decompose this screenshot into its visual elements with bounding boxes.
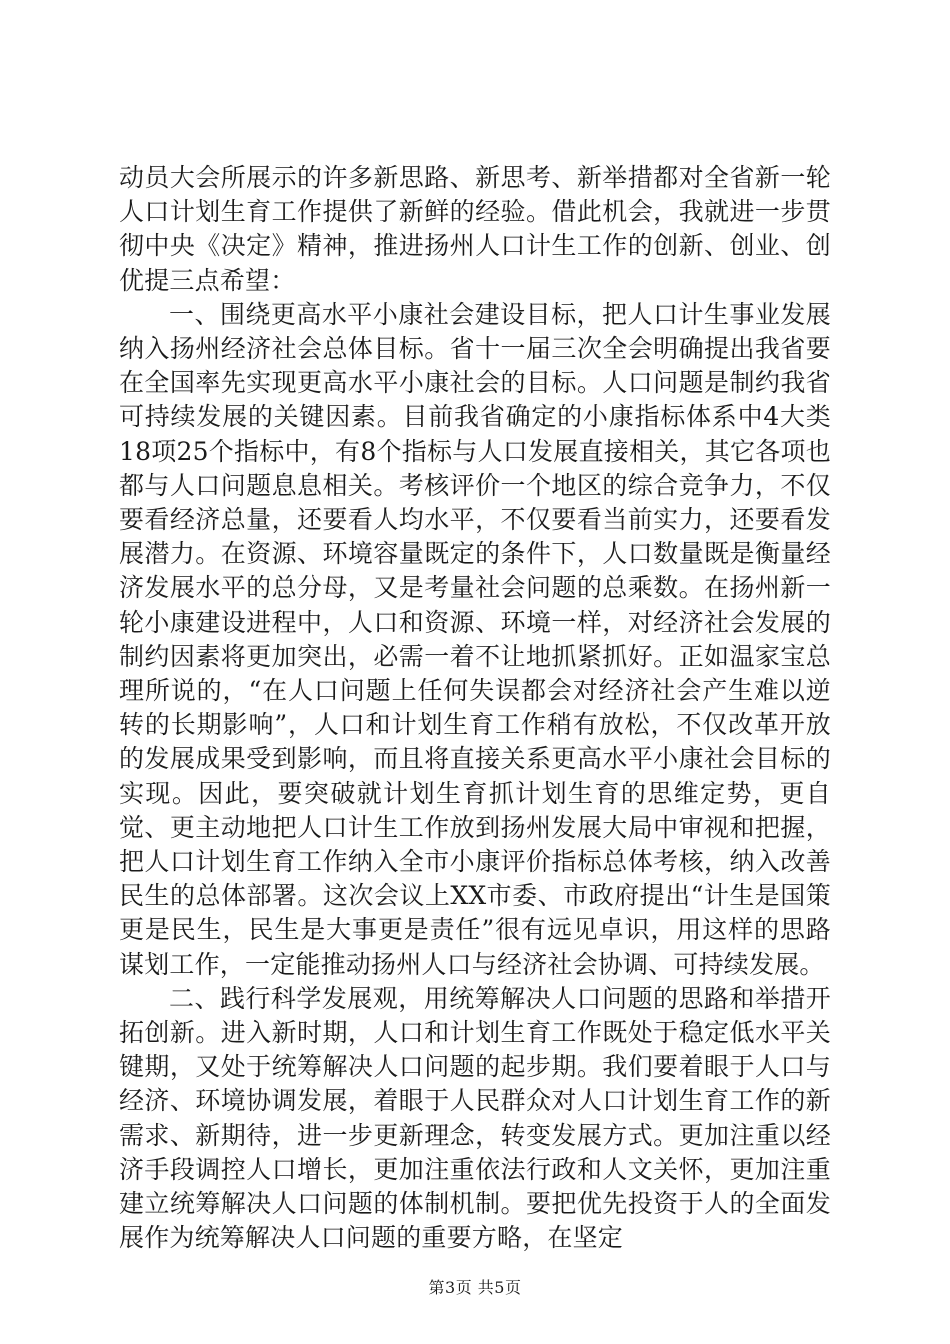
paragraph-point-two: 二、践行科学发展观，用统筹解决人口问题的思路和举措开拓创新。进入新时期，人口和计划生育工作既处于稳定低水平关键期，又处于统筹解决人口问题的起步期。我们要着眼于人口与经济、环境协调发展，着眼于人民群众对人口计划生育工作的新需求、新期待，进一步更新理念，转变发展方式。更加注重以经济手段调控人口增长，更加注重依法行政和人文关怀，更加注重建立统筹解决人口问题的体制机制。要把优先投资于人的全面发展作为统筹解决人口问题的重要方略，在坚定 [119,983,831,1253]
document-body [119,161,831,1256]
paragraph-intro: 动员大会所展示的许多新思路、新思考、新举措都对全省新一轮人口计划生育工作提供了新鲜的经验。借此机会，我就进一步贯彻中央《决定》精神，推进扬州人口计生工作的创新、创业、创优提三点希望： [119,163,831,295]
page-number-footer: 第3页 共5页 [428,1278,522,1297]
paragraph-point-one: 一、围绕更高水平小康社会建设目标，把人口计生事业发展纳入扬州经济社会总体目标。省十一届三次全会明确提出我省要在全国率先实现更高水平小康社会的目标。人口问题是制约我省可持续发展的关键因素。目前我省确定的小康指标体系中4大类18项25个指标中，有8个指标与人口发展直接相关，其它各项也都与人口问题息息相关。考核评价一个地区的综合竞争力，不仅要看经济总量，还要看人均水平，不仅要看当前实力，还要看发展潜力。在资源、环境容量既定的条件下，人口数量既是衡量经济发展水平的总分母，又是考量社会问题的总乘数。在扬州新一轮小康建设进程中，人口和资源、环境一样，对经济社会发展的制约因素将更加突出，必需一着不让地抓紧抓好。正如温家宝总理所说的，“在人口问题上任何失误都会对经济社会产生难以逆转的长期影响”，人口和计划生育工作稍有放松，不仅改革开放的发展成果受到影响，而且将直接关系更高水平小康社会目标的实现。因此，要突破就计划生育抓计划生育的思维定势，更自觉、更主动地把人口计生工作放到扬州发展大局中审视和把握，把人口计划生育工作纳入全市小康评价指标总体考核，纳入改善民生的总体部署。这次会议上XX市委、市政府提出“计生是国策更是民生，民生是大事更是责任”很有远见卓识，用这样的思路谋划工作，一定能推动扬州人口与经济社会协调、可持续发展。 [119,299,831,979]
